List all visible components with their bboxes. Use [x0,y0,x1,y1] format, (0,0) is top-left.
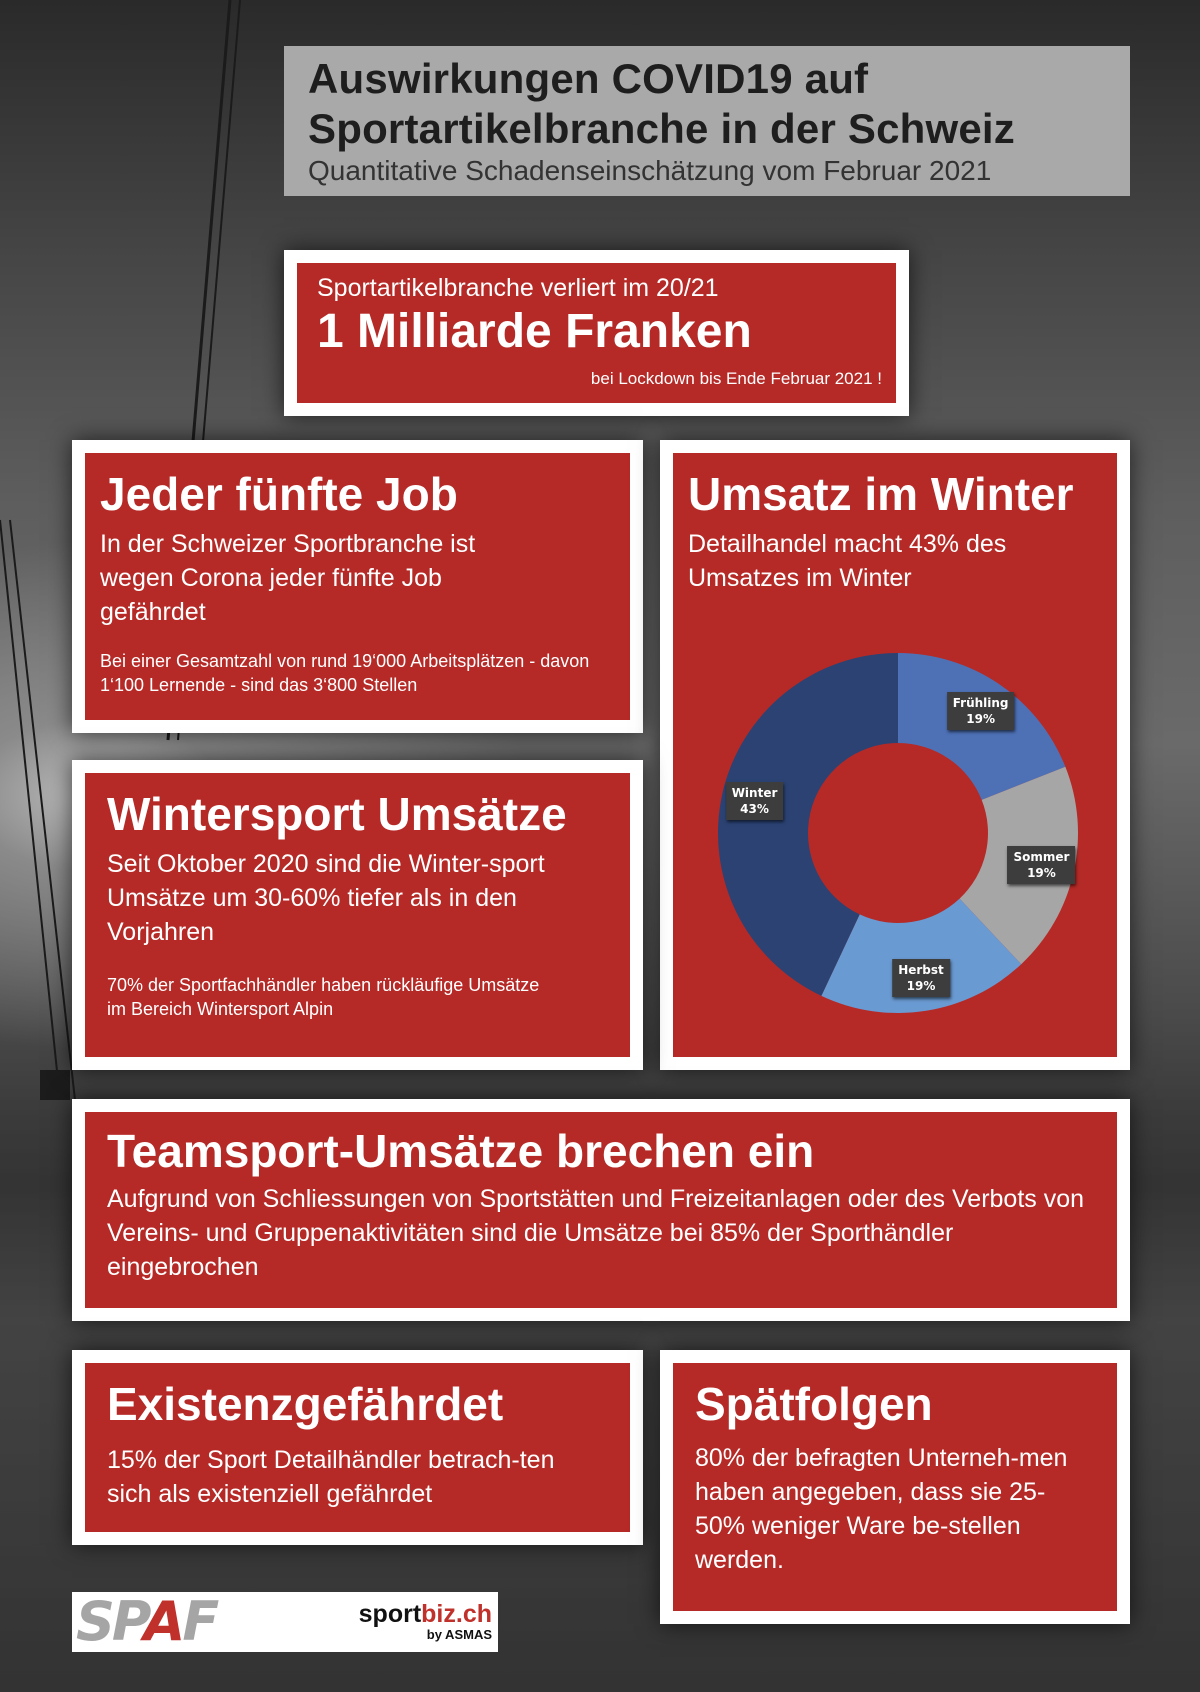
teamsport-card [72,1099,1130,1321]
page-title: Auswirkungen COVID19 auf Sportartikelbranche in der Schweiz [308,55,1015,152]
donut-label-frühling: Frühling 19% [947,692,1015,730]
late-effects-lead: 80% der befragten Unterneh-men haben angegeben, dass sie 25-50% weniger Ware be-stellen werden. [695,1444,1068,1574]
donut-label-winter: Winter 43% [726,782,784,820]
late-effects-title: Spätfolgen [695,1378,933,1430]
loss-highlight-card [284,250,909,416]
teamsport-title: Teamsport-Umsätze brechen ein [107,1125,815,1177]
jobs-note: Bei einer Gesamtzahl von rund 19‘000 Arbeitsplätzen - davon 1‘100 Lernende - sind das 3‘800 Stellen [100,651,590,695]
winter-revenue-lead: Detailhandel macht 43% des Umsatzes im Winter [688,530,1007,592]
donut-label-herbst: Herbst 19% [892,959,950,997]
existence-card [72,1350,643,1545]
wintersport-note: 70% der Sportfachhändler haben rückläufige Umsätze im Bereich Wintersport Alpin [107,975,540,1019]
jobs-lead: In der Schweizer Sportbranche ist wegen Corona jeder fünfte Job gefährdet [100,530,476,626]
season-donut-chart [718,653,1078,1013]
page-subtitle: Quantitative Schadenseinschätzung vom Februar 2021 [308,155,992,186]
wintersport-lead: Seit Oktober 2020 sind die Winter-sport Umsätze um 30-60% tiefer als in den Vorjahren [107,850,545,946]
sportbiz-logo: sportbiz.ch by ASMAS [358,1600,492,1642]
partner-logos [72,1592,498,1652]
winter-revenue-card [660,440,1130,1070]
jobs-title: Jeder fünfte Job [100,468,458,520]
spaf-logo: SPAF [76,1590,217,1653]
loss-condition: bei Lockdown bis Ende Februar 2021 ! [590,369,882,388]
winter-revenue-title: Umsatz im Winter [688,468,1074,520]
header-banner [284,46,1130,196]
wintersport-card [72,760,643,1070]
wintersport-title: Wintersport Umsätze [107,788,567,840]
teamsport-lead: Aufgrund von Schliessungen von Sportstätten und Freizeitanlagen oder des Verbots von Vereins- und Gruppenaktivitäten sind die Umsätze bei 85% der Sporthändler eingebrochen [107,1185,1085,1281]
loss-intro: Sportartikelbranche verliert im 20/21 [317,274,719,302]
jobs-card [72,440,643,733]
late-effects-card [660,1350,1130,1624]
loss-amount: 1 Milliarde Franken [317,305,752,358]
existence-lead: 15% der Sport Detailhändler betrach-ten sich als existenziell gefährdet [107,1446,555,1508]
existence-title: Existenzgefährdet [107,1378,504,1430]
donut-label-sommer: Sommer 19% [1007,846,1075,884]
